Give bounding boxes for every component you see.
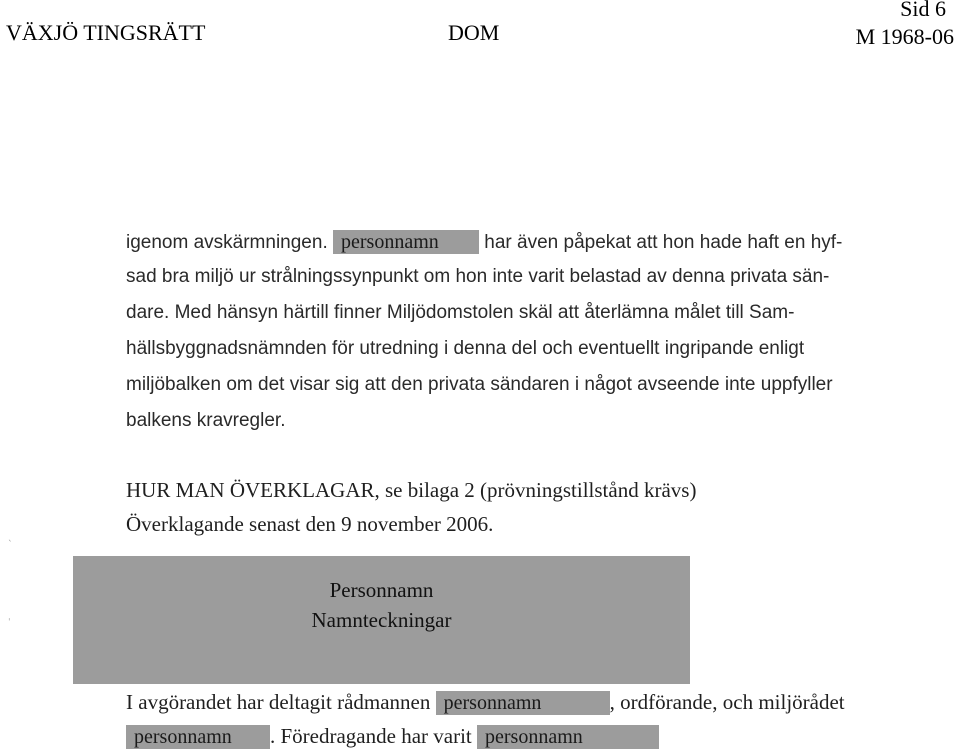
signature-redaction (73, 556, 690, 684)
paragraph-line-3: dare. Med hänsyn härtill finner Miljödomstolen skäl att återlämna målet till Sam- (126, 302, 795, 323)
paragraph-line-6: balkens kravregler. (126, 410, 286, 431)
appeal-instructions: HUR MAN ÖVERKLAGAR, se bilaga 2 (prövningstillstånd krävs) (126, 478, 697, 502)
paragraph-line-5: miljöbalken om det visar sig att den privata sändaren i något avseende inte uppfyller (126, 374, 833, 395)
case-number: M 1968-06 (855, 24, 954, 49)
redaction-box: personnamn (436, 691, 610, 715)
scan-speck: ˋ (8, 540, 13, 550)
footer-text: I avgörandet har deltagit rådmannen (126, 690, 431, 714)
paragraph-line-2: sad bra miljö ur strålningssynpunkt om hon inte varit belastad av denna privata sän- (126, 266, 830, 287)
signature-label: Namnteckningar (311, 608, 452, 632)
page-number: Sid 6 (900, 0, 946, 21)
paragraph-line-1 (126, 230, 842, 254)
paragraph-line-4: hällsbyggnadsnämnden för utredning i denna del och eventuellt ingripande enligt (126, 338, 805, 359)
scan-speck: ˌ (8, 612, 11, 622)
redaction-box: personnamn (477, 725, 659, 749)
footer-text: , ordförande, och miljörådet (609, 690, 845, 714)
paragraph-text: har även påpekat att hon hade haft en hyf- (484, 232, 843, 253)
footer-line-1 (126, 690, 845, 715)
signature-name: Personnamn (329, 578, 434, 602)
footer-line-2 (126, 724, 659, 749)
footer-text: . Föredragande har varit (270, 724, 472, 748)
court-name: VÄXJÖ TINGSRÄTT (6, 20, 206, 45)
redaction-box: personnamn (126, 725, 270, 749)
paragraph-text: igenom avskärmningen. (126, 232, 328, 253)
appeal-deadline: Överklagande senast den 9 november 2006. (126, 512, 494, 536)
document-type: DOM (448, 20, 500, 45)
redaction-box: personnamn (333, 230, 479, 254)
